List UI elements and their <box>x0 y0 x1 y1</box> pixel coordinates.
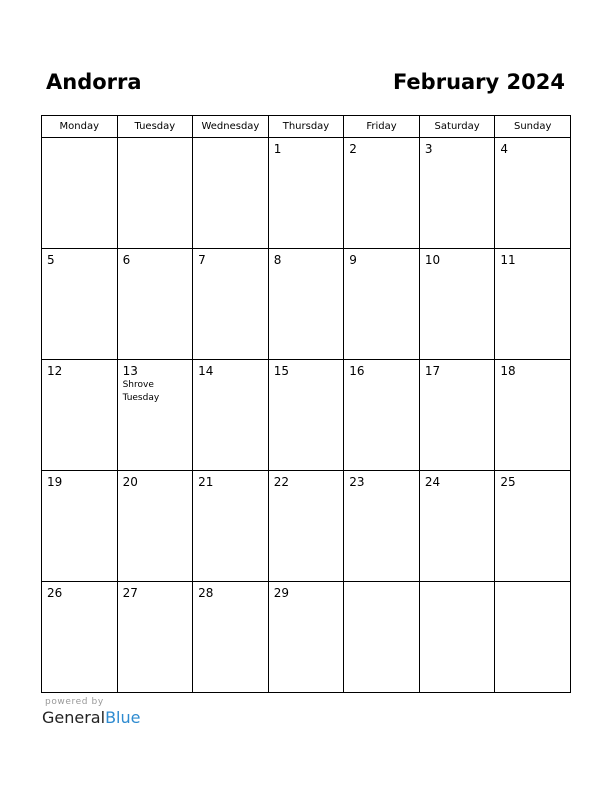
day-cell <box>117 138 193 249</box>
weekday-header: Sunday <box>495 116 571 138</box>
week-row <box>42 582 571 693</box>
day-number: 18 <box>500 364 516 378</box>
weekday-header: Friday <box>344 116 420 138</box>
month-title: February 2024 <box>392 70 565 94</box>
day-number: 21 <box>198 475 214 489</box>
brand-general-text: General <box>42 708 106 727</box>
day-number: 7 <box>198 253 206 267</box>
day-cell <box>42 360 118 471</box>
day-number: 19 <box>47 475 63 489</box>
day-number: 2 <box>349 142 357 156</box>
day-number: 15 <box>273 364 289 378</box>
day-cell <box>419 471 495 582</box>
day-cell <box>117 471 193 582</box>
day-cell <box>419 582 495 693</box>
day-number: 9 <box>349 253 357 267</box>
week-row <box>42 471 571 582</box>
weekday-header: Saturday <box>419 116 495 138</box>
weekday-header: Tuesday <box>117 116 193 138</box>
week-row <box>42 138 571 249</box>
day-cell <box>344 138 420 249</box>
day-number: 4 <box>500 142 509 156</box>
day-cell <box>42 471 118 582</box>
day-number: 22 <box>273 475 289 489</box>
day-number: 6 <box>122 253 131 267</box>
day-number: 8 <box>273 253 282 267</box>
day-number: 28 <box>198 586 214 600</box>
day-cell <box>495 249 571 360</box>
day-number: 11 <box>500 253 516 267</box>
week-row <box>42 360 571 471</box>
day-cell <box>268 249 344 360</box>
day-number: 3 <box>424 142 433 156</box>
holiday-label: Shrove Tuesday <box>122 380 160 403</box>
day-cell <box>42 582 118 693</box>
day-cell <box>193 360 269 471</box>
day-number: 20 <box>122 475 138 489</box>
day-cell <box>495 471 571 582</box>
day-number: 27 <box>122 586 138 600</box>
day-number: 25 <box>500 475 516 489</box>
day-cell <box>268 360 344 471</box>
day-cell <box>344 360 420 471</box>
day-cell <box>193 138 269 249</box>
day-cell <box>268 138 344 249</box>
day-number: 26 <box>47 586 63 600</box>
day-cell <box>495 582 571 693</box>
day-cell <box>117 582 193 693</box>
day-number: 10 <box>424 253 441 267</box>
day-cell <box>268 471 344 582</box>
day-cell <box>344 471 420 582</box>
powered-by-label: powered by <box>45 697 104 707</box>
day-number: 23 <box>349 475 365 489</box>
day-cell <box>495 138 571 249</box>
day-cell <box>193 249 269 360</box>
day-number: 12 <box>47 364 63 378</box>
day-number: 24 <box>424 475 441 489</box>
generalblue-logo[interactable] <box>42 708 140 727</box>
week-row <box>42 249 571 360</box>
day-cell <box>495 360 571 471</box>
calendar-grid <box>41 115 571 693</box>
day-number: 5 <box>47 253 55 267</box>
day-cell <box>42 138 118 249</box>
day-cell <box>42 249 118 360</box>
day-cell <box>419 138 495 249</box>
day-cell <box>268 582 344 693</box>
brand-blue-text: Blue <box>105 708 141 727</box>
day-number: 16 <box>349 364 365 378</box>
day-number: 17 <box>424 364 441 378</box>
day-number: 13 <box>122 364 138 378</box>
day-cell <box>344 249 420 360</box>
day-number: 14 <box>198 364 214 378</box>
weekday-header-row <box>42 116 571 138</box>
day-number: 29 <box>273 586 289 600</box>
day-cell <box>344 582 420 693</box>
day-number: 1 <box>273 142 282 156</box>
day-cell <box>193 471 269 582</box>
day-cell <box>419 249 495 360</box>
weekday-header: Monday <box>42 116 118 138</box>
day-cell <box>117 360 193 471</box>
weekday-header: Wednesday <box>193 116 269 138</box>
weekday-header: Thursday <box>268 116 344 138</box>
day-cell <box>117 249 193 360</box>
day-cell <box>419 360 495 471</box>
country-title: Andorra <box>46 70 142 94</box>
day-cell <box>193 582 269 693</box>
